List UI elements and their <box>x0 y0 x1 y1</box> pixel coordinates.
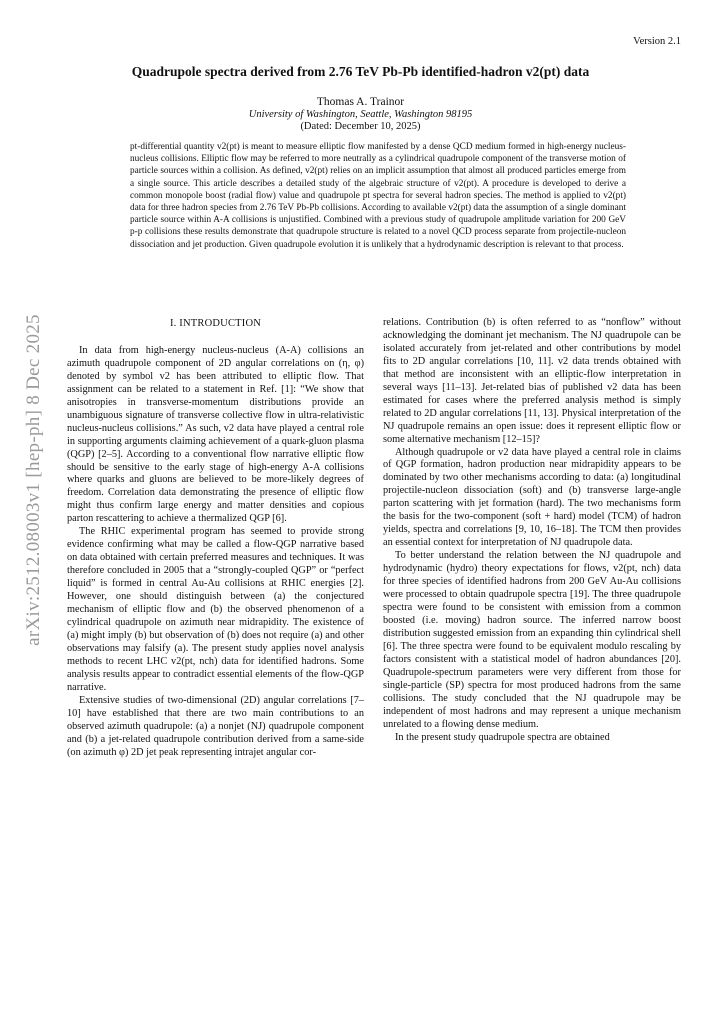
arxiv-identifier: arXiv:2512.08003v1 [hep-ph] 8 Dec 2025 <box>23 314 44 646</box>
arxiv-sidebar <box>22 300 46 660</box>
section-heading: I. INTRODUCTION <box>169 318 262 329</box>
paragraph: Extensive studies of two-dimensional (2D) angular correlations [7–10] have established that there are two main contributions to an observed azimuth quadrupole: (a) a nonjet (NJ) quadrupole component and (b) a jet-related quadrupole contribution derived from a same-side (on azimuth φ) 2D jet peak representing intrajet angular cor- <box>67 694 364 758</box>
right-column <box>383 317 681 744</box>
date-line: (Dated: December 10, 2025) <box>300 121 421 132</box>
paragraph: In data from high-energy nucleus-nucleus (A-A) collisions an azimuth quadrupole component of 2D angular correlations on (η, φ) denoted by symbol v2 has been attributed to elliptic flow. That assignment can be related to a statement in Ref. [1]: “We show that anisotropies in transverse-momentum distributions provide an unambiguous signature of transverse collective flow in ultra-relativistic nucleus-nucleus collisions.” As such, v2 data have played a central role in supporting arguments claiming achievement of a quark-gluon plasma (QGP) [2–5]. According to a conventional flow narrative elliptic flow should be sensitive to the early stage of high-energy A-A collisions where quarks and gluons are believed to be more-likely degrees of freedom. Correlation data demonstrating the presence of elliptic flow might thus confirm large energy and matter densities and copious parton rescattering to achieve a thermalized QGP [6]. <box>67 344 364 525</box>
paragraph: The RHIC experimental program has seemed to provide strong evidence confirming what may be called a flow-QGP narrative based on data obtained with certain preferred measures and techniques. It was therefore concluded in 2005 that a “strongly-coupled QGP” or “perfect liquid” is formed in central Au-Au collisions at RHIC energies [2]. However, one should distinguish between (a) the conjectured mechanism of elliptic flow and (b) the observed phenomenon of a cylindrical quadrupole on azimuth near midrapidity. The existence of (a) might imply (b) but observation of (b) does not require (a) and other observations may falsify (a). The present study applies novel analysis methods to recent LHC v2(pt, nch) data for identified hadrons. Some analysis results appear to contradict essential elements of the flow-QGP narrative. <box>67 526 364 693</box>
affiliation: University of Washington, Seattle, Washington 98195 <box>248 109 473 120</box>
paper-title: Quadrupole spectra derived from 2.76 TeV Pb-Pb identified-hadron v2(pt) data <box>131 64 590 79</box>
paragraph: To better understand the relation between the NJ quadrupole and hydrodynamic (hydro) theory expectations for flows, v2(pt, nch) data for three species of identified hadrons from 200 GeV Au-Au collisions were processed to obtain quadrupole spectra [19]. The three quadrupole spectra were found to be consistent with emission from a common boosted (i.e. moving) hadron source. The inferred narrow boost distribution suggested emission from an expanding thin cylindrical shell [6]. The three spectra were found to be equivalent modulo rescaling by factors consistent with a statistical model of hadron abundances [20]. Quadrupole-spectrum parameters were very different from those for single-particle (SP) spectra for most produced hadrons from the same collisions. The study concluded that the NJ quadrupole may be independent of most hadrons and may represent a unique mechanism unrelated to a flowing dense medium. <box>383 550 681 730</box>
left-column <box>67 318 364 759</box>
version-label: Version 2.1 <box>633 36 681 47</box>
paragraph: Although quadrupole or v2 data have played a central role in claims of QGP formation, hadron production near midrapidity appears to be dominated by two other mechanisms according to data: (a) longitudinal projectile-nucleon dissociation (soft) and (b) transverse large-angle parton scattering with jet formation (hard). The two mechanisms form the basis for the two-component (soft + hard) model (TCM) of hadron yields, spectra and correlations [9, 10, 16–18]. The TCM then provides an essential context for interpretation of NJ quadrupole data. <box>383 446 681 549</box>
paragraph: In the present study quadrupole spectra are obtained <box>395 731 610 743</box>
paragraph: relations. Contribution (b) is often referred to as “nonflow” without acknowledging the dominant jet mechanism. The NJ quadrupole can be isolated accurately from jet-related and other contributions by model fits to 2D angular correlations [10, 11]. v2 data trends obtained with that method are inconsistent with an elliptic-flow interpretation in several ways [11–13]. Jet-related bias of published v2 data has been estimated for cases where the preferred analysis method is simply related to 2D angular correlations [11, 13]. Physical interpretation of the NJ quadrupole remains an open issue: does it represent elliptic flow or some alternative mechanism [12–15]? <box>383 317 681 445</box>
author-name: Thomas A. Trainor <box>316 96 405 108</box>
abstract: pt-differential quantity v2(pt) is meant to measure elliptic flow manifested by a dense QCD medium formed in high-energy nucleus-nucleus collisions. Elliptic flow may be referred to more neutrally as a cylindrical quadrupole component of the transverse motion of particle sources within a collision. As defined, v2(pt) relies on an implicit assumption that almost all produced particles emerge from a single source. This article describes a detailed study of the algebraic structure of v2(pt). A procedure is developed to derive a common monopole boost (radial flow) value and quadrupole pt spectra for several hadron species. The method is applied to v2(pt) data for three hadron species from 2.76 TeV Pb-Pb collisions. According to available v2(pt) data the assumption of a single dominant particle source within A-A collisions is unjustified. Combined with a previous study of quadrupole amplitude variation for 200 GeV p-p collisions these results demonstrate that quadrupole structure is related to a novel QCD process separate from projectile-nucleon dissociation and jet production. Given quadrupole evolution it is unlikely that a hydrodynamic description is relevant to that process. <box>130 142 626 250</box>
